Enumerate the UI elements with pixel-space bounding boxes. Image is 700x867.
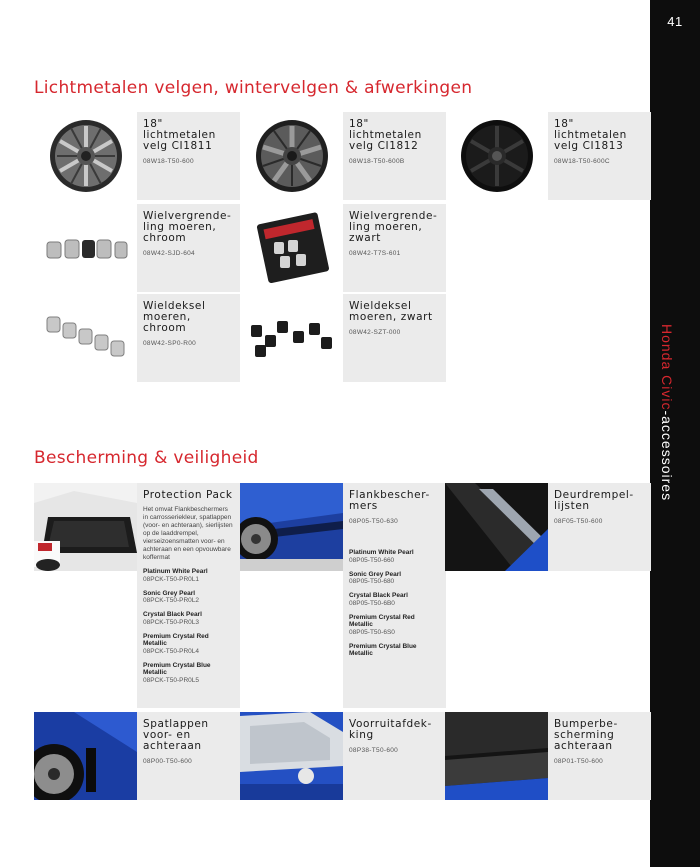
variant-code: 08PCK-T50-PR0L5 <box>143 676 199 684</box>
product-card[interactable] <box>34 294 240 382</box>
variant-code: 08P05-T50-680 <box>349 578 395 585</box>
variant-name: Premium Crystal Red Metallic <box>349 613 415 628</box>
variant <box>349 592 440 608</box>
variant-name: Premium Crystal Blue Metallic <box>349 642 417 657</box>
product-card[interactable] <box>34 712 240 800</box>
product-info <box>137 204 240 292</box>
product-info <box>137 483 240 708</box>
chrome-wheel-nuts-icon <box>41 313 131 363</box>
product-title: 18" lichtmetalen velg CI1812 <box>349 118 422 152</box>
sidebar-title-section: -accessoires <box>659 410 675 502</box>
product-card[interactable] <box>445 112 651 200</box>
product-image <box>445 112 548 200</box>
product-image <box>445 712 548 800</box>
product-card[interactable] <box>240 204 446 292</box>
product-card[interactable] <box>34 204 240 292</box>
variant-code: 08PCK-T50-PR0L2 <box>143 597 199 604</box>
variant-code: 08PCK-T50-PR0L4 <box>143 647 199 655</box>
variant <box>143 568 234 584</box>
product-title: Wielvergrende-ling moeren, zwart <box>349 210 438 244</box>
product-code: 08W42-SZT-000 <box>349 329 401 336</box>
product-card[interactable] <box>34 112 240 200</box>
variant-code: 08PCK-T50-PR0L3 <box>143 618 199 626</box>
product-info <box>343 294 446 382</box>
variant-name: Platinum White Pearl <box>349 549 414 556</box>
variant-list <box>343 543 446 708</box>
product-title: 18" lichtmetalen velg CI1813 <box>554 118 627 152</box>
product-info <box>548 112 651 200</box>
variant <box>349 643 440 658</box>
product-image <box>445 483 548 571</box>
variant-name: Platinum White Pearl <box>143 568 208 575</box>
product-title: Wieldeksel moeren, chroom <box>143 300 206 334</box>
chrome-lock-nuts-icon <box>41 228 131 268</box>
sidebar-title-model: Honda Civic <box>659 324 675 411</box>
variant-name: Premium Crystal Red Metallic <box>143 632 209 647</box>
product-code: 08P00-T50-600 <box>143 758 193 765</box>
product-image <box>34 112 137 200</box>
product-info <box>548 712 651 800</box>
product-image <box>34 712 137 800</box>
product-info <box>343 112 446 200</box>
alloy-wheel-black-icon <box>457 116 537 196</box>
product-card[interactable] <box>240 294 446 382</box>
product-title: Wielvergrende-ling moeren, chroom <box>143 210 232 244</box>
sidebar <box>650 0 700 867</box>
sidebar-title <box>659 324 675 501</box>
product-title: Flankbescher-mers <box>349 489 430 512</box>
product-code: 08W42-T7S-601 <box>349 250 401 257</box>
variant <box>143 662 234 685</box>
door-sill-photo <box>445 483 548 571</box>
product-code: 08P05-T50-630 <box>349 518 399 525</box>
product-code: 08W18-T50-600C <box>554 158 610 165</box>
section-title-protection: Bescherming & veiligheid <box>34 448 259 468</box>
product-info <box>137 712 240 800</box>
product-card[interactable] <box>240 112 446 200</box>
product-title: Voorruitafdek-king <box>349 718 432 741</box>
product-info <box>137 112 240 200</box>
product-title: Bumperbe-scherming achteraan <box>554 718 618 752</box>
variant-code: 08PCK-T50-PR0L1 <box>143 575 199 583</box>
variant <box>349 549 440 565</box>
windscreen-cover-photo <box>240 712 343 800</box>
black-wheel-nuts-icon <box>247 313 337 363</box>
page-number: 41 <box>667 14 683 29</box>
variant <box>349 571 440 587</box>
product-info <box>137 294 240 382</box>
product-card[interactable] <box>240 712 446 800</box>
variant <box>143 590 234 606</box>
black-lock-nuts-pack-icon <box>252 210 332 286</box>
section-title-wheels: Lichtmetalen velgen, wintervelgen & afwerkingen <box>34 78 473 98</box>
product-card[interactable] <box>240 483 446 708</box>
mudflaps-photo <box>34 712 137 800</box>
product-image <box>34 204 137 292</box>
product-title: Protection Pack <box>143 489 233 501</box>
product-image <box>240 112 343 200</box>
product-info <box>548 483 651 571</box>
variant-name: Sonic Grey Pearl <box>349 570 402 578</box>
alloy-wheel-two-tone-icon <box>46 116 126 196</box>
product-card[interactable] <box>445 483 651 571</box>
product-code: 08F05-T50-600 <box>554 518 603 525</box>
variant-name: Crystal Black Pearl <box>143 611 202 618</box>
product-code: 08P01-T50-600 <box>554 758 604 765</box>
product-info <box>343 204 446 292</box>
car-trunk-mat-photo <box>34 483 137 571</box>
alloy-wheel-gunmetal-icon <box>252 116 332 196</box>
product-title: 18" lichtmetalen velg CI1811 <box>143 118 216 152</box>
product-image <box>240 483 343 571</box>
product-code: 08W18-T50-600 <box>143 158 194 165</box>
product-card[interactable] <box>445 712 651 800</box>
product-card[interactable] <box>34 483 240 708</box>
rear-bumper-protector-photo <box>445 712 548 800</box>
product-image <box>34 294 137 382</box>
product-title: Deurdrempel-lijsten <box>554 489 634 512</box>
product-image <box>240 712 343 800</box>
variant <box>143 633 234 656</box>
variant <box>349 614 440 637</box>
variant-name: Premium Crystal Blue Metallic <box>143 661 211 676</box>
variant <box>143 611 234 627</box>
variant-code: 08P05-T50-6B0 <box>349 599 395 607</box>
product-code: 08P38-T50-600 <box>349 747 399 754</box>
blue-car-flank-photo <box>240 483 343 571</box>
product-code: 08W18-T50-600B <box>349 158 405 165</box>
variant-name: Crystal Black Pearl <box>349 592 408 599</box>
variant-name: Sonic Grey Pearl <box>143 589 196 597</box>
product-image <box>240 294 343 382</box>
product-title: Wieldeksel moeren, zwart <box>349 300 433 323</box>
product-description: Het omvat Flankbeschermers in carrosseriekleur, spatlappen (voor- en achteraan), sierlijsten op de laaddrempel, vierseizoensmatten voor- en achteraan en een opvouwbare koffermat <box>143 506 233 561</box>
product-title: Spatlappen voor- en achteraan <box>143 718 209 752</box>
product-image <box>34 483 137 571</box>
variant-code: 08P05-T50-6S0 <box>349 628 395 636</box>
product-code: 08W42-SJD-604 <box>143 250 195 257</box>
variant-code: 08P05-T50-660 <box>349 556 395 564</box>
product-image <box>240 204 343 292</box>
product-info <box>343 712 446 800</box>
product-code: 08W42-SP0-R00 <box>143 340 197 347</box>
